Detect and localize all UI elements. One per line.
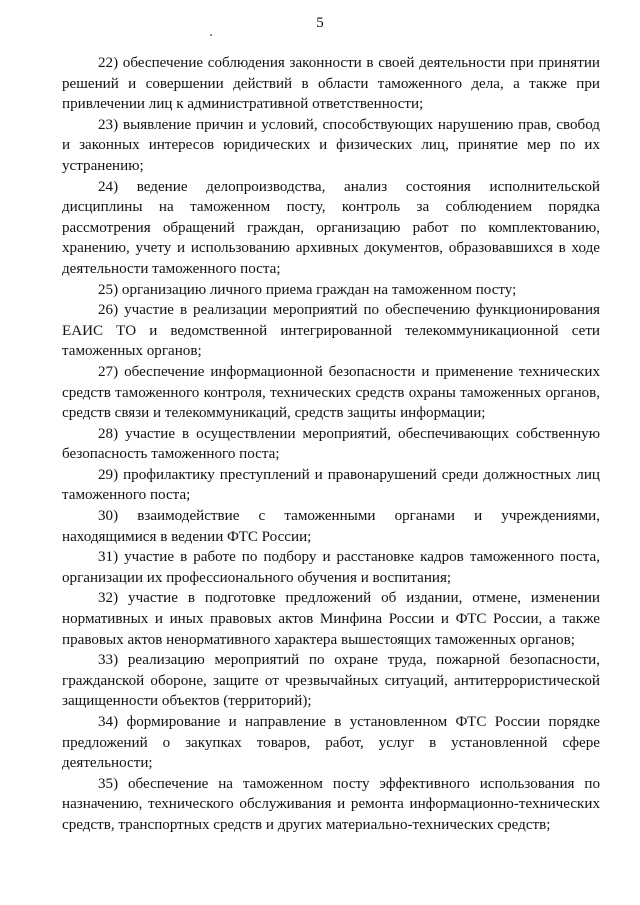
list-item-34: 34) формирование и направление в установленном ФТС России порядке предложений о закупках товаров, работ, услуг в установленной сфере деятельности; [62,714,600,772]
list-item-22: 22) обеспечение соблюдения законности в своей деятельности при принятии решений и совершении действий в области таможенного дела, а также при привлечении лиц к административной ответственности; [62,55,600,113]
list-item-30: 30) взаимодействие с таможенными органами и учреждениями, находящимися в ведении ФТС России; [62,508,600,545]
document-body [62,53,600,836]
list-item-32: 32) участие в подготовке предложений об издании, отмене, изменении нормативных и иных правовых актов Минфина России и ФТС России, а также правовых актов ненормативного характера вышестоящих таможенных органов; [62,590,600,648]
list-item-31: 31) участие в работе по подбору и расстановке кадров таможенного поста, организации их профессионального обучения и воспитания; [62,549,600,586]
page-number: 5 [316,15,324,31]
list-item-35: 35) обеспечение на таможенном посту эффективного использования по назначению, технического обслуживания и ремонта информационно-технических средств, транспортных средств и других материально-технических средств; [62,775,600,833]
list-item-27: 27) обеспечение информационной безопасности и применение технических средств таможенного контроля, технических средств охраны таможенных органов, средств связи и телекоммуникаций, средств защиты информации; [62,363,600,422]
list-item-24: 24) ведение делопроизводства, анализ состояния исполнительской дисциплины на таможенном посту, контроль за соблюдением порядка рассмотрения обращений граждан, организацию работ по комплектованию, хранению, учету и использованию архивных документов, образовавшихся в ходе деятельности таможенного поста; [62,178,600,277]
list-item-29: 29) профилактику преступлений и правонарушений среди должностных лиц таможенного поста; [62,466,600,504]
list-item-28: 28) участие в осуществлении мероприятий, обеспечивающих собственную безопасность таможенного поста; [62,425,600,463]
list-item-23: 23) выявление причин и условий, способствующих нарушению прав, свобод и законных интересов юридических и физических лиц, принятие мер по их устранению; [62,116,600,174]
list-item-26: 26) участие в реализации мероприятий по обеспечению функционирования ЕАИС ТО и ведомственной интегрированной телекоммуникационной сети таможенных органов; [62,302,600,360]
list-item-33: 33) реализацию мероприятий по охране труда, пожарной безопасности, гражданской обороне, защите от чрезвычайных ситуаций, антитеррористической защищенности объектов (территорий); [62,652,600,710]
list-item-25: 25) организацию личного приема граждан на таможенном посту; [98,281,517,298]
scan-dot [210,34,212,36]
